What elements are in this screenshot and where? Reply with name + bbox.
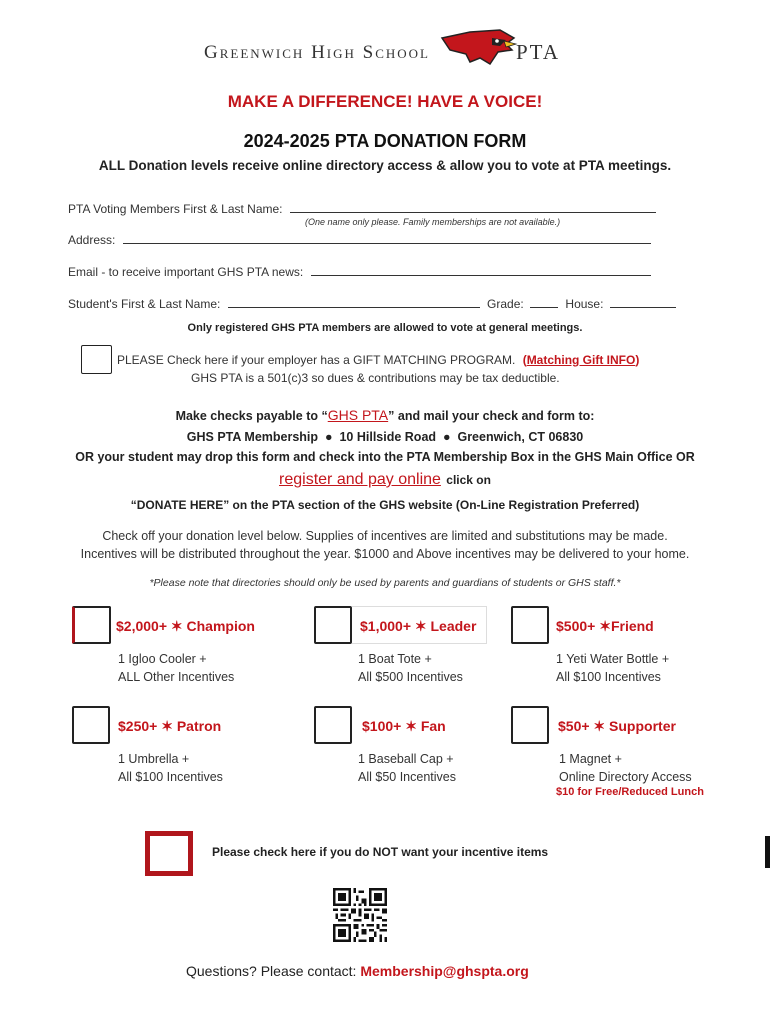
gift-matching-text: PLEASE Check here if your employer has a GIFT MATCHING PROGRAM. [117, 353, 516, 367]
donate-here-text: “DONATE HERE” on the PTA section of the GHS website (On-Line Registration Preferred) [130, 498, 640, 512]
address-input[interactable] [123, 232, 651, 244]
level-incentive-fan [358, 750, 456, 786]
level-incentive-supporter [559, 750, 692, 786]
incentive-line1: 1 Yeti Water Bottle + [556, 652, 670, 666]
incentive-line1: 1 Boat Tote + [358, 652, 432, 666]
level-checkbox-leader[interactable] [314, 606, 352, 644]
voting-members-label: PTA Voting Members First & Last Name: [68, 202, 283, 216]
level-label-leader: $1,000+ ✶ Leader [360, 618, 477, 634]
house-label: House: [565, 297, 604, 311]
form-title: 2024-2025 PTA DONATION FORM [243, 131, 527, 151]
qr-code-icon[interactable] [333, 888, 387, 942]
address-label: Address: [68, 233, 116, 247]
level-checkbox-friend[interactable] [511, 606, 549, 644]
school-name: Greenwich High School [204, 42, 430, 63]
register-pay-online-link[interactable]: register and pay online [279, 471, 441, 488]
incentive-line1: 1 Umbrella + [118, 752, 190, 766]
incentive-line1: 1 Igloo Cooler + [118, 652, 207, 666]
address-field[interactable] [68, 232, 651, 247]
incentive-line2: All $50 Incentives [358, 770, 456, 784]
voting-members-note: (One name only please. Family memberships are not available.) [305, 217, 561, 227]
incentive-line1: 1 Baseball Cap + [358, 752, 454, 766]
level-checkbox-champion[interactable] [72, 606, 111, 644]
tagline: MAKE A DIFFERENCE! HAVE A VOICE! [227, 92, 543, 111]
level-label-patron: $250+ ✶ Patron [118, 718, 222, 734]
incentive-line2: Online Directory Access [559, 770, 692, 784]
contact-prefix: Questions? Please contact: [186, 963, 357, 979]
level-checkbox-supporter[interactable] [511, 706, 549, 744]
directory-note: *Please note that directories should only be used by parents and guardians of students or GHS staff.* [149, 577, 621, 589]
level-incentive-champion [118, 650, 234, 686]
tax-note: GHS PTA is a 501(c)3 so dues & contributions may be tax deductible. [191, 371, 560, 385]
voting-members-input[interactable] [290, 201, 656, 213]
level-label-friend: $500+ ✶Friend [556, 618, 654, 634]
incentive-line2: All $500 Incentives [358, 670, 463, 684]
gift-matching-text-row: PLEASE Check here if your employer has a GIFT MATCHING PROGRAM. (Matching Gift INFO) [117, 353, 640, 367]
checks-suffix: ” and mail your check and form to: [388, 409, 595, 423]
voting-note: Only registered GHS PTA members are allowed to vote at general meetings. [187, 322, 583, 334]
level-label-fan: $100+ ✶ Fan [362, 718, 446, 734]
level-label-supporter: $50+ ✶ Supporter [558, 718, 676, 734]
student-label: Student's First & Last Name: [68, 297, 221, 311]
checks-payable-line [0, 407, 770, 423]
form-subtitle: ALL Donation levels receive online directory access & allow you to vote at PTA meetings. [98, 158, 672, 173]
ghs-pta-link[interactable]: GHS PTA [327, 407, 389, 423]
contact-line [186, 963, 529, 979]
gift-matching-checkbox[interactable] [81, 345, 112, 374]
grade-input[interactable] [530, 296, 558, 308]
mailing-address: GHS PTA Membership ● 10 Hillside Road ● Greenwich, CT 06830 [186, 430, 584, 444]
instructions-line1: Check off your donation level below. Supplies of incentives are limited and substitutions may be made. [102, 529, 668, 543]
incentive-line1: 1 Magnet + [559, 752, 622, 766]
instructions-line2: Incentives will be distributed throughout the year. $1000 and Above incentives may be delivered to your home. [80, 547, 690, 561]
email-field[interactable] [68, 264, 651, 279]
incentive-line2: All $100 Incentives [118, 770, 223, 784]
level-checkbox-patron[interactable] [72, 706, 110, 744]
voting-members-field[interactable] [68, 201, 656, 216]
no-incentive-checkbox[interactable] [145, 831, 193, 876]
cardinal-bird-logo-icon [440, 28, 518, 70]
student-input[interactable] [228, 296, 480, 308]
matching-gift-info-link[interactable]: Matching Gift INFO [526, 353, 636, 367]
click-on-text: click on [446, 473, 491, 487]
student-field[interactable] [68, 296, 676, 311]
edge-mark [765, 836, 770, 868]
incentive-line2: All $100 Incentives [556, 670, 661, 684]
level-checkbox-fan[interactable] [314, 706, 352, 744]
no-incentive-text: Please check here if you do NOT want your incentive items [212, 845, 549, 859]
checks-prefix: Make checks payable to “ [175, 409, 328, 423]
house-input[interactable] [610, 296, 676, 308]
email-input[interactable] [311, 264, 651, 276]
level-label-champion: $2,000+ ✶ Champion [116, 618, 255, 634]
grade-label: Grade: [487, 297, 524, 311]
level-incentive-patron [118, 750, 223, 786]
register-line [0, 471, 770, 489]
header [0, 28, 770, 73]
free-reduced-lunch-note: $10 for Free/Reduced Lunch [556, 786, 704, 798]
level-incentive-leader [358, 650, 463, 686]
email-label: Email - to receive important GHS PTA news: [68, 265, 304, 279]
level-incentive-friend [556, 650, 669, 686]
dropoff-text: OR your student may drop this form and check into the PTA Membership Box in the GHS Main Office OR [75, 450, 695, 464]
contact-email-link[interactable]: Membership@ghspta.org [360, 963, 529, 979]
org-name: PTA [516, 40, 560, 64]
incentive-line2: ALL Other Incentives [118, 670, 235, 684]
